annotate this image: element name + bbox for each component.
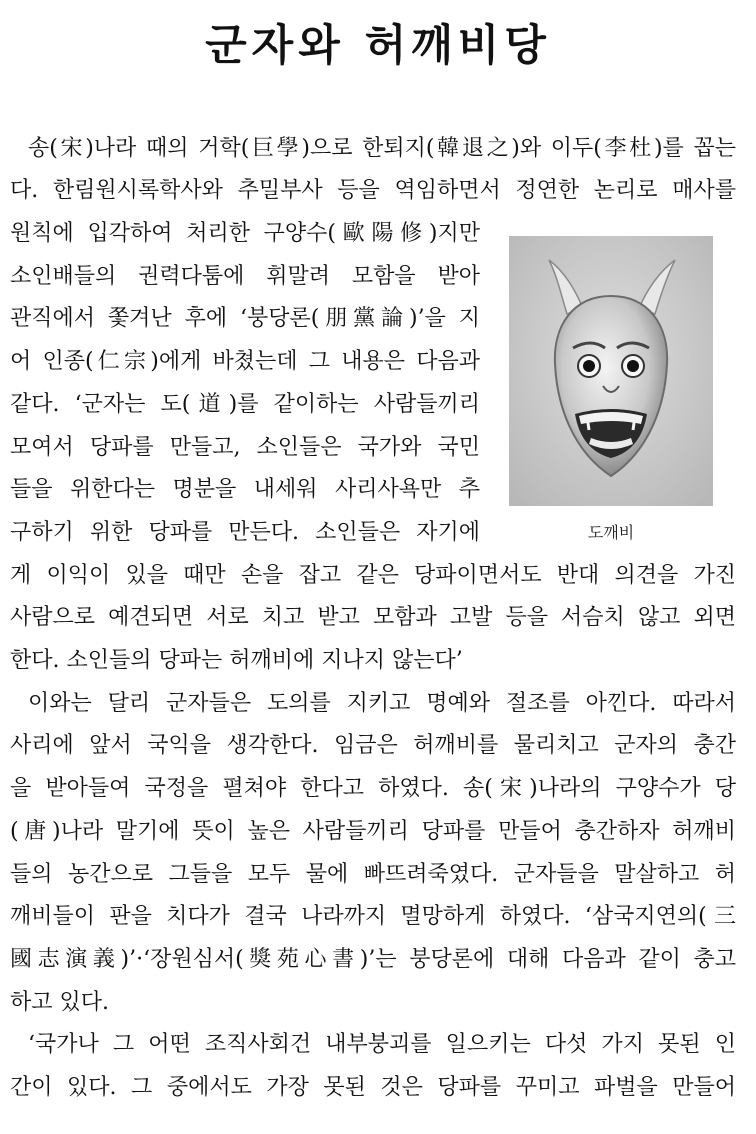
- text-line: (唐)나라 말기에 뜻이 높은 사람들끼리 당파를 만들어 충간하자 허깨비: [10, 819, 736, 844]
- text-line: 다. 한림원시록학사와 추밀부사 등을 역임하면서 정연한 논리로 매사를: [10, 178, 736, 203]
- text-line: 같다. ‘군자는 도(道)를 같이하는 사람들끼리: [10, 392, 480, 417]
- text-line: 원칙에 입각하여 처리한 구양수(歐陽修)지만: [10, 221, 480, 246]
- text-line: 사람으로 예견되면 서로 치고 받고 모함과 고발 등을 서슴치 않고 외면: [10, 605, 736, 630]
- text-line: 을 받아들여 국정을 펼쳐야 한다고 하였다. 송(宋)나라의 구양수가 당: [10, 776, 736, 801]
- mask-figure: [509, 236, 713, 543]
- text-line: 이와는 달리 군자들은 도의를 지키고 명예와 절조를 아낀다. 따라서: [28, 691, 736, 716]
- text-line: 사리에 앞서 국익을 생각한다. 임금은 허깨비를 물리치고 군자의 충간: [10, 733, 736, 758]
- text-line: 들을 위한다는 명분을 내세워 사리사욕만 추: [10, 477, 480, 502]
- oni-mask-image: [509, 236, 713, 506]
- text-line: 구하기 위한 당파를 만든다. 소인들은 자기에: [10, 520, 480, 545]
- text-line: 들의 농간으로 그들을 모두 물에 빠뜨려죽였다. 군자들을 말살하고 허: [10, 862, 736, 887]
- text-line: 간이 있다. 그 중에서도 가장 못된 것은 당파를 꾸미고 파벌을 만들어: [10, 1075, 736, 1100]
- text-line: 소인배들의 권력다툼에 휘말려 모함을 받아: [10, 264, 480, 289]
- text-line: 國志演義)’·‘장원심서(獎苑心書)’는 붕당론에 대해 다음과 같이 충고: [10, 947, 736, 972]
- text-line: 어 인종(仁宗)에게 바쳤는데 그 내용은 다음과: [10, 349, 480, 374]
- page-title: 군자와 허깨비당: [205, 21, 551, 71]
- figure-caption: 도깨비: [587, 523, 635, 542]
- text-line: 관직에서 쫓겨난 후에 ‘붕당론(朋黨論)’을 지: [10, 306, 480, 331]
- text-line: 하고 있다.: [10, 990, 109, 1015]
- text-line: 송(宋)나라 때의 거학(巨學)으로 한퇴지(韓退之)와 이두(李杜)를 꼽는: [28, 136, 736, 161]
- text-line: 게 이익이 있을 때만 손을 잡고 같은 당파이면서도 반대 의견을 가진: [10, 563, 736, 588]
- text-line: 모여서 당파를 만들고, 소인들은 국가와 국민: [10, 435, 480, 460]
- text-line: 한다. 소인들의 당파는 허깨비에 지나지 않는다’: [10, 648, 463, 673]
- text-line: ‘국가나 그 어떤 조직사회건 내부붕괴를 일으키는 다섯 가지 못된 인: [28, 1032, 736, 1057]
- text-line: 깨비들이 판을 치다가 결국 나라까지 멸망하게 하였다. ‘삼국지연의(三: [10, 904, 736, 929]
